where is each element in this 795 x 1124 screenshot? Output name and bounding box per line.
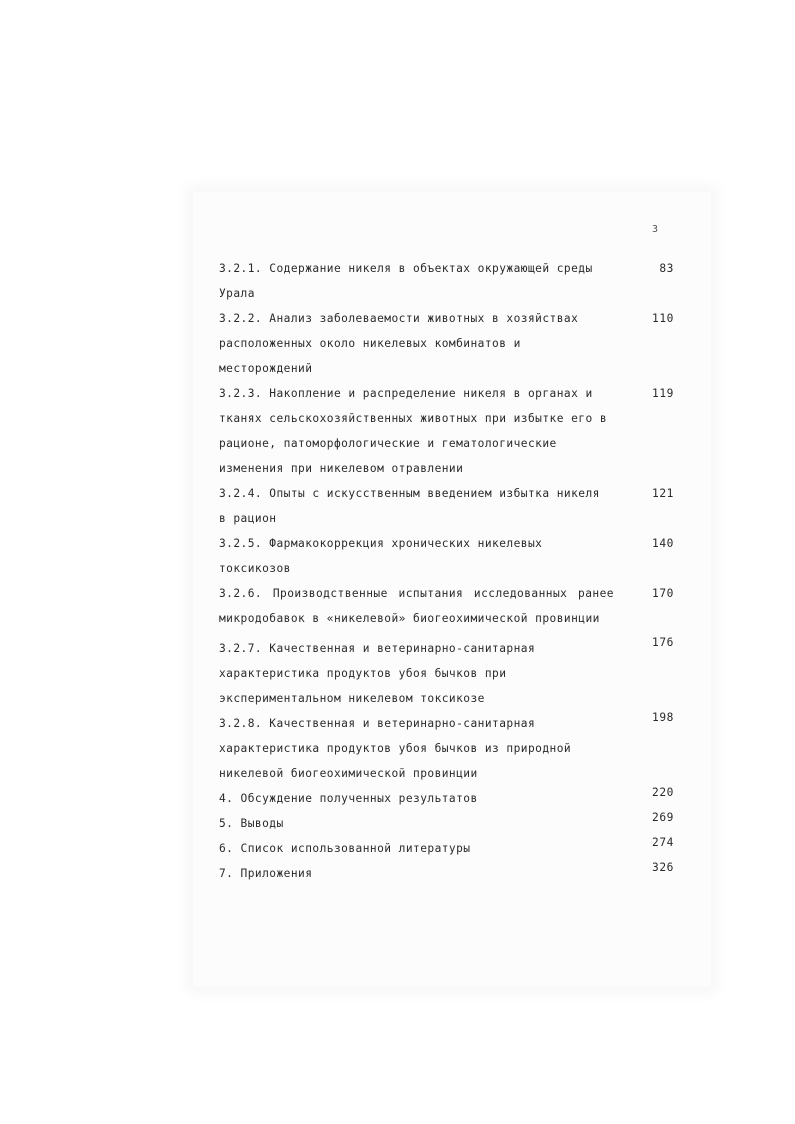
toc-entry-7 xyxy=(219,861,679,886)
toc-entry-page: 119 xyxy=(651,387,674,400)
toc-entry-3-2-4 xyxy=(219,481,679,531)
page-number: 3 xyxy=(652,224,659,235)
toc-entry-title: 3.2.1. Содержание никеля в объектах окружающей среды Урала xyxy=(219,262,593,300)
toc-entry-title: 3.2.4. Опыты с искусственным введением избытка никеля в рацион xyxy=(219,487,600,525)
toc-entry-6 xyxy=(219,836,679,861)
toc-entry-page: 220 xyxy=(651,786,674,799)
toc-entry-3-2-2 xyxy=(219,306,679,381)
toc-entry-5 xyxy=(219,811,679,836)
toc-entry-title: 3.2.7. Качественная и ветеринарно-санитарная характеристика продуктов убоя бычков при экспериментальном никелевом токсикозе xyxy=(219,642,536,705)
toc-entry-title: 6. Список использованной литературы xyxy=(219,842,471,855)
toc-entry-page: 274 xyxy=(651,836,674,849)
toc-entry-page: 170 xyxy=(651,587,674,600)
toc-entry-title: 3.2.8. Качественная и ветеринарно-санитарная характеристика продуктов убоя бычков из природной никелевой биогеохимической провинции xyxy=(219,717,572,780)
toc-entry-page: 176 xyxy=(651,636,674,649)
toc-entry-4 xyxy=(219,786,679,811)
toc-entry-title: 3.2.3. Накопление и распределение никеля в органах и тканях сельскохозяйственных животных при избытке его в рационе, патоморфологические и гематологические изменения при никелевом отравлении xyxy=(219,387,608,475)
toc-entry-page: 326 xyxy=(651,861,674,874)
toc-entry-page: 198 xyxy=(651,711,674,724)
toc-entry-title: 4. Обсуждение полученных результатов xyxy=(219,792,478,805)
table-of-contents xyxy=(219,256,679,886)
toc-entry-page: 140 xyxy=(651,537,674,550)
toc-entry-page: 110 xyxy=(651,312,674,325)
toc-entry-3-2-7 xyxy=(219,636,679,711)
toc-entry-page: 83 xyxy=(659,262,674,275)
toc-entry-title: 3.2.2. Анализ заболеваемости животных в хозяйствах расположенных около никелевых комбинатов и месторождений xyxy=(219,312,579,375)
toc-entry-3-2-6 xyxy=(219,581,679,631)
toc-entry-title: 7. Приложения xyxy=(219,867,313,880)
toc-entry-title: 5. Выводы xyxy=(219,817,284,830)
toc-entry-3-2-1 xyxy=(219,256,679,306)
toc-entry-3-2-5 xyxy=(219,531,679,581)
toc-entry-page: 269 xyxy=(651,811,674,824)
toc-entry-title: 3.2.6. Производственные испытания исследованных ранее микродобавок в «никелевой» биогеохимической провинции xyxy=(219,587,614,625)
toc-entry-3-2-8 xyxy=(219,711,679,786)
toc-entry-page: 121 xyxy=(651,487,674,500)
toc-entry-3-2-3 xyxy=(219,381,679,481)
toc-entry-title: 3.2.5. Фармакокоррекция хронических никелевых токсикозов xyxy=(219,537,543,575)
